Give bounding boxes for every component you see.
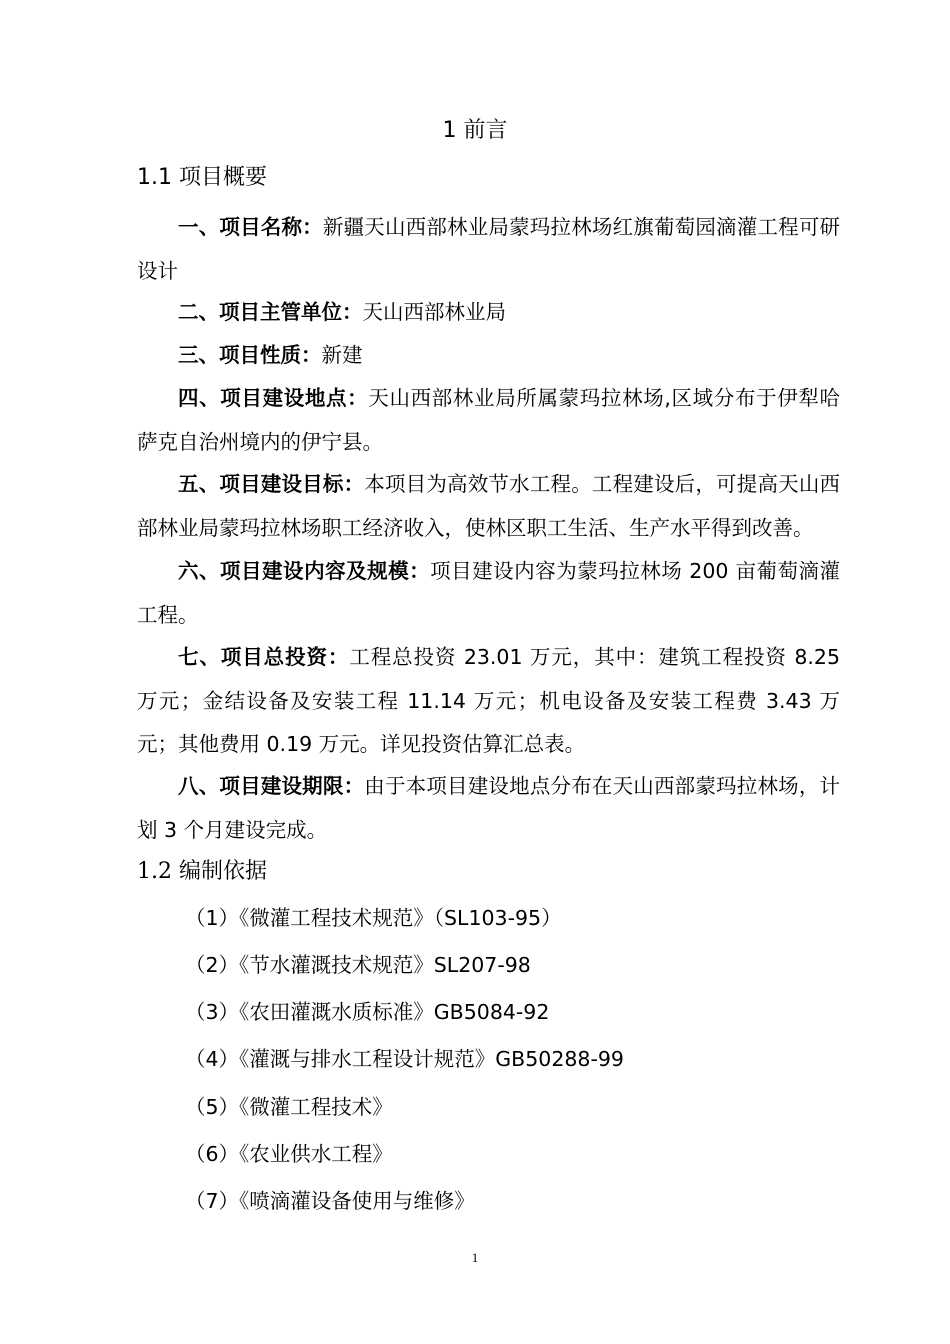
item-text: 新建: [321, 343, 363, 367]
item-separator: ：: [302, 215, 323, 239]
item-schedule: [137, 765, 840, 852]
item-label: 五、项目建设目标: [178, 472, 344, 496]
item-separator: ：: [342, 300, 363, 324]
reference-item: （4）《灌溉与排水工程设计规范》GB50288-99: [185, 1047, 624, 1071]
item-label: 一、项目名称: [178, 215, 303, 239]
item-investment: [137, 636, 840, 767]
item-separator: ：: [301, 343, 322, 367]
item-nature: [137, 334, 840, 378]
item-text: 天山西部林业局: [362, 300, 506, 324]
item-project-name: [137, 206, 840, 293]
page-number: 1: [471, 1250, 479, 1265]
item-separator: ：: [343, 472, 365, 496]
item-separator: ：: [343, 774, 365, 798]
item-label: 二、项目主管单位: [178, 300, 342, 324]
reference-item: （7）《喷滴灌设备使用与维修》: [185, 1189, 475, 1213]
item-scope: [137, 550, 840, 637]
item-label: 四、项目建设地点: [178, 386, 348, 410]
item-goal: [137, 463, 840, 550]
item-text: 项目建设内容为蒙玛拉林场 200 亩葡萄滴灌工程。: [137, 559, 840, 627]
reference-item: （1）《微灌工程技术规范》（SL103-95）: [185, 906, 562, 930]
item-text: 天山西部林业局所属蒙玛拉林场,区域分布于伊犁哈萨克自治州境内的伊宁县。: [137, 386, 841, 454]
item-label: 三、项目性质: [178, 343, 301, 367]
item-text: 工程总投资 23.01 万元，其中：建筑工程投资 8.25 万元；金结设备及安装工程 11.14 万元；机电设备及安装工程费 3.43 万元；其他费用 0.19 万元。详见投资估算汇总表。: [137, 645, 841, 756]
item-text: 由于本项目建设地点分布在天山西部蒙玛拉林场，计划 3 个月建设完成。: [137, 774, 841, 842]
item-separator: ：: [409, 559, 431, 583]
item-label: 八、项目建设期限: [178, 774, 344, 798]
item-text: 新疆天山西部林业局蒙玛拉林场红旗葡萄园滴灌工程可研设计: [137, 215, 841, 283]
item-separator: ：: [347, 386, 369, 410]
page-title: 1 前言: [442, 118, 508, 143]
section-heading-basis: 1.2 编制依据: [137, 859, 267, 884]
section-heading-overview: 1.1 项目概要: [137, 165, 267, 190]
item-text: 本项目为高效节水工程。工程建设后，可提高天山西部林业局蒙玛拉林场职工经济收入，使林区职工生活、生产水平得到改善。: [137, 472, 841, 540]
item-authority: [137, 291, 840, 335]
item-separator: ：: [327, 645, 350, 669]
item-location: [137, 377, 840, 464]
reference-item: （5）《微灌工程技术》: [185, 1095, 393, 1119]
reference-item: （2）《节水灌溉技术规范》SL207-98: [185, 953, 531, 977]
reference-item: （6）《农业供水工程》: [185, 1142, 393, 1166]
reference-item: （3）《农田灌溉水质标准》GB5084-92: [185, 1000, 550, 1024]
item-label: 六、项目建设内容及规模: [178, 559, 410, 583]
item-label: 七、项目总投资: [178, 645, 328, 669]
